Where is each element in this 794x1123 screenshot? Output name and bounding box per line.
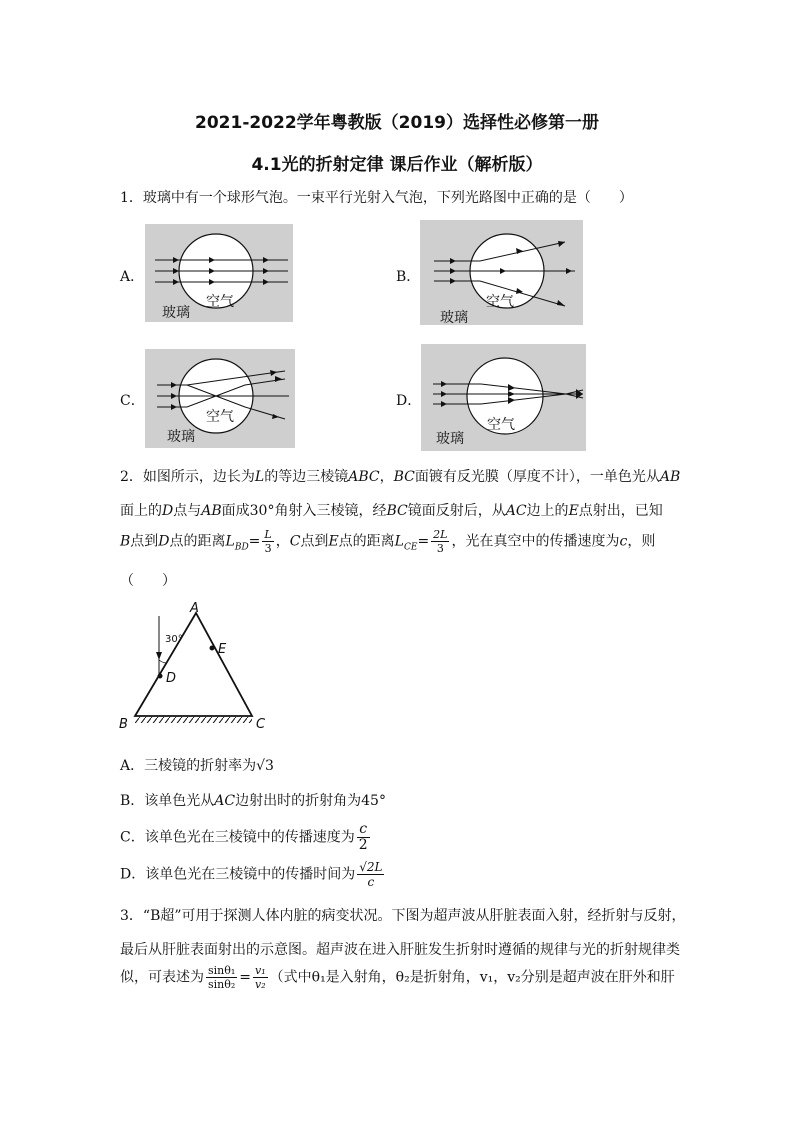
point-e-label: E: [218, 642, 227, 657]
q3-line3: 似，可表述为 $\frac{\text{sinθ₁}}{\text{sinθ₂}}$ = $\frac{\text{v₁}}{\text{v₂}}$ （式中θ₁是入射角，θ₂是折射角，v₁，v₂分别是超声波在肝外和肝: [120, 964, 675, 991]
q2-line3: B点到D点的距离$L_{BD}=$ $\frac{L}{3}$ ，C点到E点的距离$L_{CE}=$ $\frac{2L}{3}$ ，光在真空中的传播速度为c，则: [120, 528, 656, 555]
q1-option-b-glass-label: 玻璃: [440, 310, 468, 326]
document-title-line2: 4.1光的折射定律 课后作业（解析版）: [251, 155, 543, 175]
q1-option-c-glass-label: 玻璃: [167, 429, 195, 445]
q2-line2: 面上的D点与AB面成30°角射入三棱镜，经BC镜面反射后，从AC边上的E点射出，已知: [120, 503, 663, 519]
q1-option-d-label: D．: [396, 393, 422, 409]
q1-option-c-label: C．: [120, 393, 145, 409]
q1-option-b-label: B．: [396, 269, 421, 285]
q2-option-a: A．三棱镜的折射率为√3: [120, 758, 274, 774]
q1-option-d-glass-label: 玻璃: [436, 431, 464, 447]
vertex-c-label: C: [256, 717, 266, 732]
vertex-b-label: B: [119, 717, 128, 732]
document-title-line1: 2021-2022学年粤教版（2019）选择性必修第一册: [195, 113, 599, 133]
q2-prism-figure: [115, 598, 275, 742]
q1-option-d-air-label: 空气: [487, 417, 515, 433]
vertex-a-label: A: [190, 601, 199, 616]
angle-label: 30°: [165, 634, 183, 645]
q2-line1: 2．如图所示，边长为L的等边三棱镜ABC，BC面镀有反光膜（厚度不计），一单色光从AB: [120, 469, 681, 485]
q3-line1: 3．“B超”可用于探测人体内脏的病变状况。下图为超声波从肝脏表面入射，经折射与反射，: [120, 908, 686, 924]
q2-option-c: C．该单色光在三棱镜中的传播速度为 $\frac{c}{2}$: [120, 821, 368, 853]
q1-option-a-air-label: 空气: [206, 294, 234, 310]
q1-option-a-label: A．: [120, 269, 145, 285]
q1-stem: 1．玻璃中有一个球形气泡。一束平行光射入气泡，下列光路图中正确的是（ ）: [120, 190, 633, 206]
q2-answer-blank: （ ）: [120, 573, 176, 589]
q1-option-a-glass-label: 玻璃: [162, 305, 190, 321]
q2-option-b: B．该单色光从AC边射出时的折射角为45°: [120, 793, 386, 809]
q1-option-c-air-label: 空气: [206, 409, 234, 425]
q3-line2: 最后从肝脏表面射出的示意图。超声波在进入肝脏发生折射时遵循的规律与光的折射规律类: [120, 942, 680, 958]
q1-option-b-air-label: 空气: [486, 294, 514, 310]
q2-option-d: D．该单色光在三棱镜中的传播时间为 $\frac{√2L}{c}$: [120, 860, 383, 889]
point-d-label: D: [166, 671, 177, 686]
